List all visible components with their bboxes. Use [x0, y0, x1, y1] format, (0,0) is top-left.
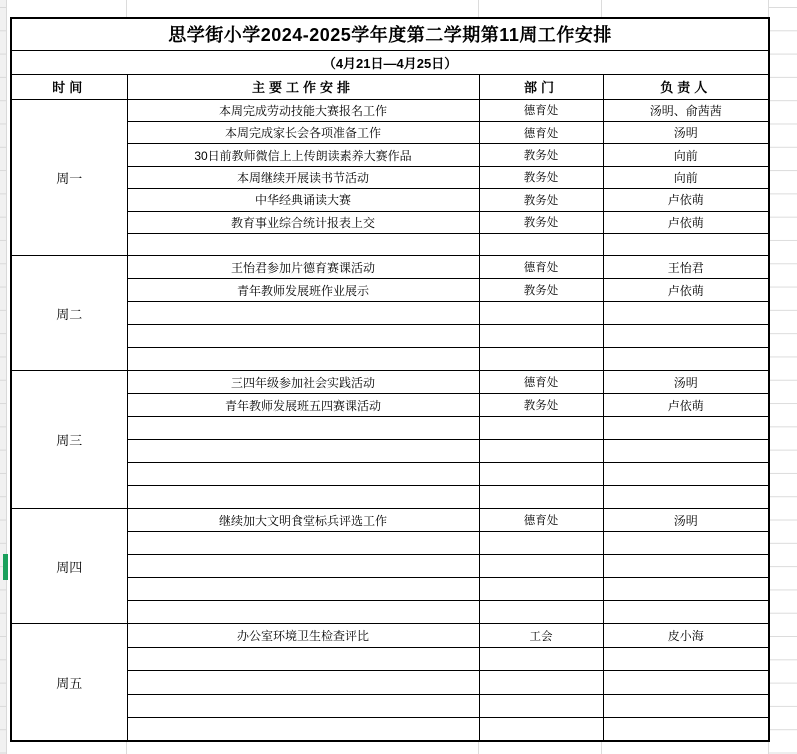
- person-cell[interactable]: 皮小海: [603, 624, 769, 647]
- dept-cell[interactable]: 德育处: [479, 256, 603, 279]
- dept-cell[interactable]: 教务处: [479, 189, 603, 211]
- dept-cell[interactable]: 德育处: [479, 99, 603, 121]
- dept-cell[interactable]: [479, 647, 603, 670]
- person-cell[interactable]: [603, 601, 769, 624]
- task-cell[interactable]: 本周继续开展读书节活动: [127, 166, 479, 188]
- gridline: [126, 0, 127, 17]
- person-cell[interactable]: 卢依萌: [603, 279, 769, 302]
- dept-cell[interactable]: [479, 302, 603, 325]
- person-cell[interactable]: [603, 302, 769, 325]
- schedule-row: [11, 99, 769, 121]
- dept-cell[interactable]: 教务处: [479, 166, 603, 188]
- dept-cell[interactable]: [479, 718, 603, 741]
- dept-cell[interactable]: [479, 601, 603, 624]
- person-cell[interactable]: 汤明: [603, 371, 769, 394]
- dept-cell[interactable]: [479, 348, 603, 371]
- dept-cell[interactable]: 教务处: [479, 144, 603, 166]
- dept-cell[interactable]: [479, 486, 603, 509]
- column-header-person[interactable]: 负责人: [603, 74, 769, 99]
- selected-row-indicator: [3, 554, 8, 580]
- grid-right-strip: [769, 0, 797, 754]
- person-cell[interactable]: [603, 440, 769, 463]
- day-cell[interactable]: 周二: [11, 256, 127, 371]
- dept-cell[interactable]: 教务处: [479, 279, 603, 302]
- person-cell[interactable]: [603, 234, 769, 256]
- task-cell[interactable]: [127, 463, 479, 486]
- task-cell[interactable]: 30日前教师微信上上传朗读素养大赛作品: [127, 144, 479, 166]
- task-cell[interactable]: [127, 555, 479, 578]
- title-row: [11, 18, 769, 50]
- task-cell[interactable]: 本周完成家长会各项准备工作: [127, 121, 479, 143]
- task-cell[interactable]: 青年教师发展班作业展示: [127, 279, 479, 302]
- person-cell[interactable]: 卢依萌: [603, 211, 769, 233]
- day-cell[interactable]: 周五: [11, 624, 127, 741]
- task-cell[interactable]: [127, 671, 479, 694]
- task-cell[interactable]: [127, 325, 479, 348]
- dept-cell[interactable]: 德育处: [479, 509, 603, 532]
- column-header-department[interactable]: 部门: [479, 74, 603, 99]
- task-cell[interactable]: 教育事业综合统计报表上交: [127, 211, 479, 233]
- dept-cell[interactable]: 德育处: [479, 371, 603, 394]
- person-cell[interactable]: [603, 671, 769, 694]
- gridline: [478, 0, 479, 17]
- person-cell[interactable]: [603, 325, 769, 348]
- dept-cell[interactable]: 教务处: [479, 211, 603, 233]
- gridline: [478, 740, 479, 754]
- gridline: [601, 0, 602, 17]
- task-cell[interactable]: 办公室环境卫生检查评比: [127, 624, 479, 647]
- column-header-row: [11, 74, 769, 99]
- schedule-row: [11, 624, 769, 647]
- task-cell[interactable]: [127, 302, 479, 325]
- dept-cell[interactable]: 德育处: [479, 121, 603, 143]
- task-cell[interactable]: [127, 348, 479, 371]
- person-cell[interactable]: [603, 555, 769, 578]
- person-cell[interactable]: 卢依萌: [603, 394, 769, 417]
- dept-cell[interactable]: [479, 578, 603, 601]
- subtitle-row: [11, 50, 769, 74]
- person-cell[interactable]: [603, 348, 769, 371]
- gridline: [601, 740, 602, 754]
- dept-cell[interactable]: [479, 694, 603, 717]
- dept-cell[interactable]: [479, 417, 603, 440]
- person-cell[interactable]: [603, 578, 769, 601]
- task-cell[interactable]: [127, 532, 479, 555]
- task-cell[interactable]: 王怡君参加片德育赛课活动: [127, 256, 479, 279]
- task-cell[interactable]: [127, 486, 479, 509]
- task-cell[interactable]: [127, 234, 479, 256]
- task-cell[interactable]: 本周完成劳动技能大赛报名工作: [127, 99, 479, 121]
- schedule-body: [11, 99, 769, 741]
- person-cell[interactable]: [603, 647, 769, 670]
- task-cell[interactable]: 青年教师发展班五四赛课活动: [127, 394, 479, 417]
- task-cell[interactable]: [127, 417, 479, 440]
- row-header-strip: [0, 0, 7, 754]
- task-cell[interactable]: [127, 694, 479, 717]
- date-range[interactable]: （4月21日—4月25日）: [11, 50, 769, 74]
- dept-cell[interactable]: [479, 671, 603, 694]
- dept-cell[interactable]: [479, 440, 603, 463]
- person-cell[interactable]: 向前: [603, 166, 769, 188]
- task-cell[interactable]: 继续加大文明食堂标兵评选工作: [127, 509, 479, 532]
- dept-cell[interactable]: [479, 532, 603, 555]
- gridline: [126, 740, 127, 754]
- schedule-row: [11, 509, 769, 532]
- person-cell[interactable]: 汤明: [603, 509, 769, 532]
- schedule-row: [11, 371, 769, 394]
- task-cell[interactable]: [127, 440, 479, 463]
- person-cell[interactable]: 卢依萌: [603, 189, 769, 211]
- person-cell[interactable]: [603, 463, 769, 486]
- person-cell[interactable]: [603, 718, 769, 741]
- dept-cell[interactable]: [479, 463, 603, 486]
- sheet-title[interactable]: 思学街小学2024-2025学年度第二学期第11周工作安排: [11, 18, 769, 50]
- weekly-schedule-table: [10, 17, 770, 742]
- person-cell[interactable]: [603, 694, 769, 717]
- task-cell[interactable]: 中华经典诵读大赛: [127, 189, 479, 211]
- person-cell[interactable]: [603, 486, 769, 509]
- dept-cell[interactable]: [479, 234, 603, 256]
- dept-cell[interactable]: 工会: [479, 624, 603, 647]
- task-cell[interactable]: [127, 578, 479, 601]
- dept-cell[interactable]: 教务处: [479, 394, 603, 417]
- day-cell[interactable]: 周四: [11, 509, 127, 624]
- task-cell[interactable]: [127, 718, 479, 741]
- person-cell[interactable]: 王怡君: [603, 256, 769, 279]
- person-cell[interactable]: 汤明: [603, 121, 769, 143]
- task-cell[interactable]: 三四年级参加社会实践活动: [127, 371, 479, 394]
- person-cell[interactable]: 汤明、俞茜茜: [603, 99, 769, 121]
- dept-cell[interactable]: [479, 325, 603, 348]
- column-header-time[interactable]: 时间: [11, 74, 127, 99]
- person-cell[interactable]: [603, 532, 769, 555]
- schedule-row: [11, 256, 769, 279]
- day-cell[interactable]: 周三: [11, 371, 127, 509]
- task-cell[interactable]: [127, 601, 479, 624]
- task-cell[interactable]: [127, 647, 479, 670]
- column-header-tasks[interactable]: 主要工作安排: [127, 74, 479, 99]
- dept-cell[interactable]: [479, 555, 603, 578]
- person-cell[interactable]: [603, 417, 769, 440]
- person-cell[interactable]: 向前: [603, 144, 769, 166]
- day-cell[interactable]: 周一: [11, 99, 127, 256]
